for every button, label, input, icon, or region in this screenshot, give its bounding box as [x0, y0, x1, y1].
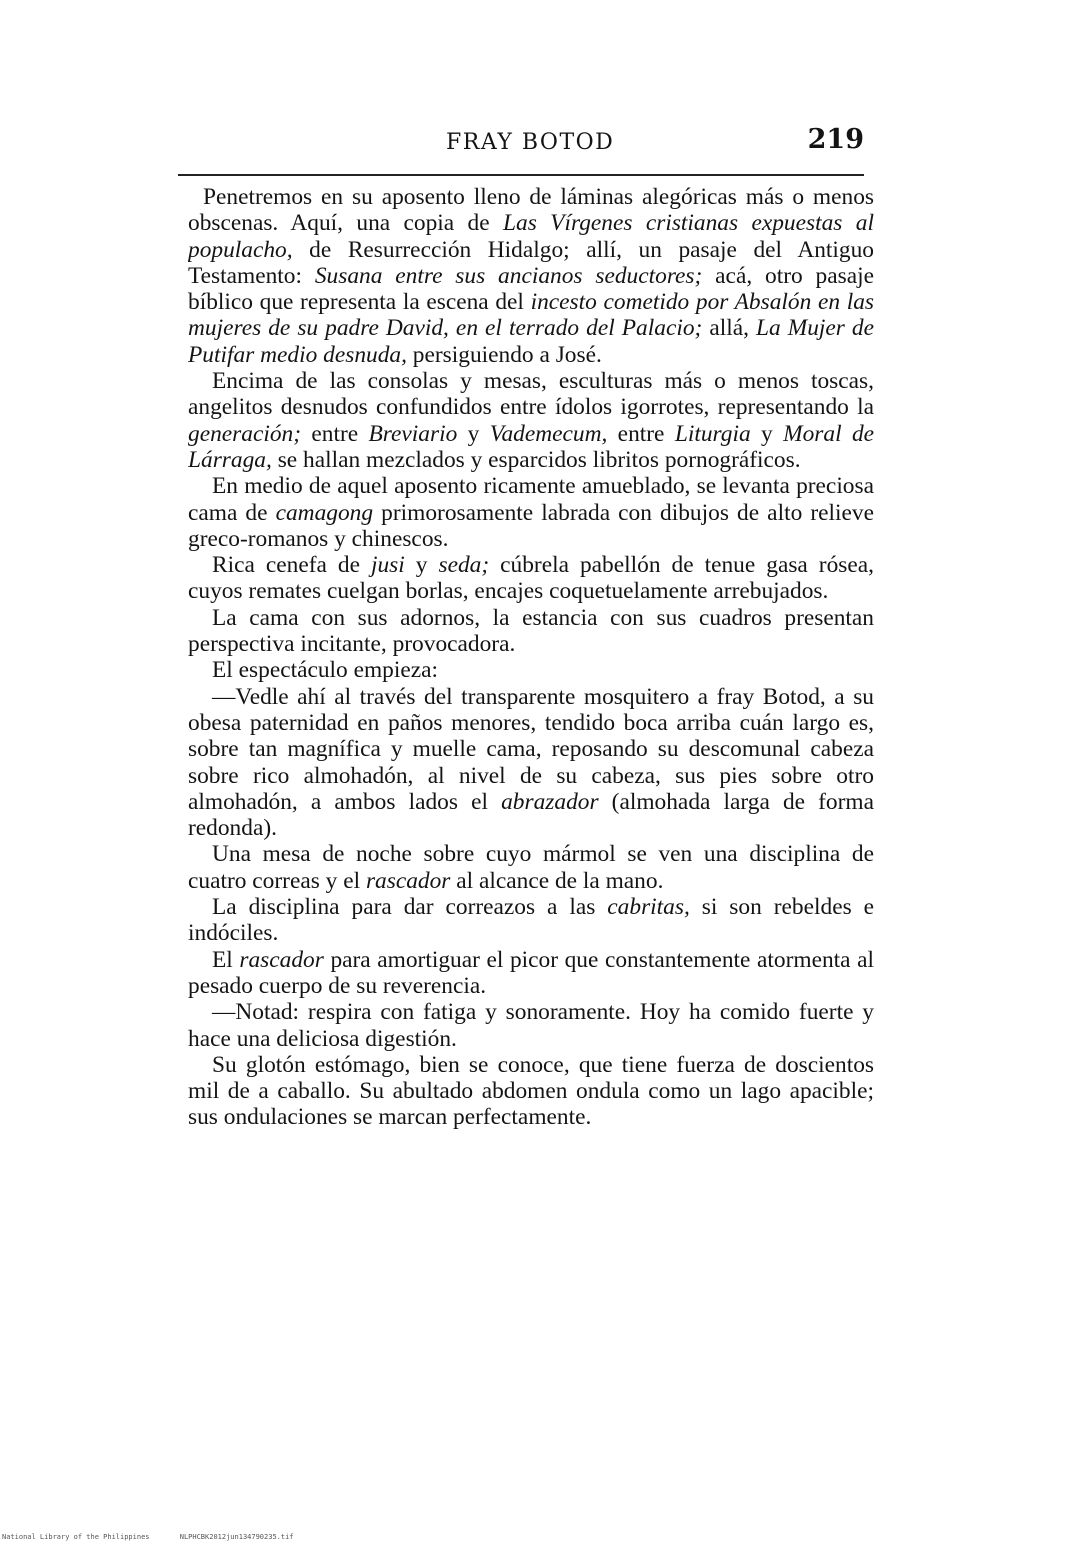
- paragraph: [188, 841, 874, 894]
- text-run: de Resurrección Hidalgo; allí, un pasaje del Antiguo Testamento:: [188, 236, 874, 289]
- text-run: —Notad: respira con fatiga y sonoramente. Hoy ha comido fuerte y hace una deliciosa digestión.: [188, 999, 874, 1052]
- text-run: al alcance de la mano.: [450, 867, 664, 894]
- text-run: Su glotón estómago, bien se conoce, que tiene fuerza de doscientos mil de a caballo. Su abultado abdomen ondula como un lago apacible; sus ondulaciones se marcan perfectamente.: [188, 1051, 874, 1131]
- text-run: La cama con sus adornos, la estancia con sus cuadros presentan perspectiva incitante, provocadora.: [188, 604, 874, 658]
- text-run: si son rebeldes e indóciles.: [188, 894, 874, 947]
- paragraph: [188, 184, 874, 368]
- paragraph: [188, 684, 874, 842]
- italic-text: seda;: [438, 552, 490, 579]
- italic-text: jusi: [370, 552, 405, 579]
- italic-text: Liturgia: [674, 420, 751, 447]
- italic-text: incesto cometido por Absalón en las mujeres de su padre David, en el terrado del Palacio;: [188, 289, 874, 342]
- text-run: y: [457, 420, 490, 447]
- paragraph: [188, 473, 874, 552]
- italic-text: Susana entre sus ancianos seductores;: [314, 262, 703, 289]
- italic-text: camagong: [275, 499, 374, 526]
- paragraph: [188, 999, 874, 1052]
- text-run: allá,: [702, 315, 756, 342]
- text-run: se hallan mezclados y esparcidos libritos pornográficos.: [271, 446, 801, 473]
- text-run: El: [212, 946, 240, 973]
- text-run: cúbrela pabellón de tenue gasa rósea, cuyos remates cuelgan borlas, encajes coquetuelamente arrebujados.: [188, 552, 874, 605]
- text-run: Encima de las consolas y mesas, esculturas más o menos toscas, angelitos desnudos confundidos entre ídolos igorrotes, representando la: [188, 368, 874, 421]
- text-run: y: [404, 552, 439, 579]
- text-run: entre: [607, 420, 675, 447]
- italic-text: Moral de Lárraga,: [188, 420, 874, 473]
- italic-text: cabritas,: [607, 894, 690, 921]
- paragraph: [188, 368, 874, 473]
- library-credit: National Library of the Philippines: [2, 1533, 150, 1541]
- text-run: Una mesa de noche sobre cuyo mármol se ven una disciplina de cuatro correas y el: [188, 841, 874, 894]
- text-run: para amortiguar el picor que constantemente atormenta al pesado cuerpo de su reverencia.: [188, 946, 874, 999]
- italic-text: generación;: [188, 420, 302, 447]
- text-run: persiguiendo a José.: [406, 341, 602, 368]
- paragraph: [188, 1052, 874, 1131]
- italic-text: La Mujer de Putifar medio desnuda,: [188, 315, 874, 368]
- running-title: FRAY BOTOD: [446, 130, 615, 155]
- text-run: Penetremos en su aposento lleno de láminas alegóricas más o menos obscenas. Aquí, una copia de: [188, 184, 874, 237]
- text-run: primorosamente labrada con dibujos de alto relieve greco-romanos y chinescos.: [188, 499, 874, 552]
- text-run: entre: [301, 420, 369, 447]
- text-run: En medio de aquel aposento ricamente amueblado, se levanta preciosa cama de: [188, 473, 874, 526]
- paragraph: [188, 894, 874, 947]
- text-run: (almohada larga de forma redonda).: [188, 788, 874, 842]
- italic-text: abrazador: [501, 788, 599, 815]
- text-run: —Vedle ahí al través del transparente mosquitero a fray Botod, a su obesa paternidad en paños menores, tendido boca arriba cuán largo es, sobre tan magnífica y muelle cama, reposando su descomunal cabeza sobre rico almohadón, al nivel de su cabeza, sus pies sobre otro almohadón, a ambos lados el: [188, 683, 874, 815]
- text-run: acá, otro pasaje bíblico que representa la escena del: [188, 262, 874, 316]
- italic-text: rascador: [239, 946, 324, 973]
- text-run: Rica cenefa de: [212, 552, 371, 579]
- page-number: 219: [807, 124, 864, 155]
- paragraph: [188, 947, 874, 1000]
- italic-text: Las Vírgenes cristianas expuestas al populacho,: [188, 210, 874, 263]
- paragraph: [188, 657, 874, 683]
- header-rule: [178, 174, 864, 176]
- italic-text: Vademecum,: [489, 420, 608, 447]
- body-text: [188, 184, 874, 1304]
- text-run: La disciplina para dar correazos a las: [212, 894, 608, 921]
- paragraph: [188, 605, 874, 658]
- italic-text: rascador: [365, 867, 451, 894]
- paragraph: [188, 552, 874, 605]
- running-head: [178, 124, 864, 164]
- italic-text: Breviario: [368, 420, 458, 447]
- text-run: El espectáculo empieza:: [212, 657, 438, 684]
- file-id: NLPHCBK2012jun134790235.tif: [179, 1533, 294, 1541]
- scan-footer: [2, 1533, 320, 1541]
- text-run: y: [750, 420, 784, 447]
